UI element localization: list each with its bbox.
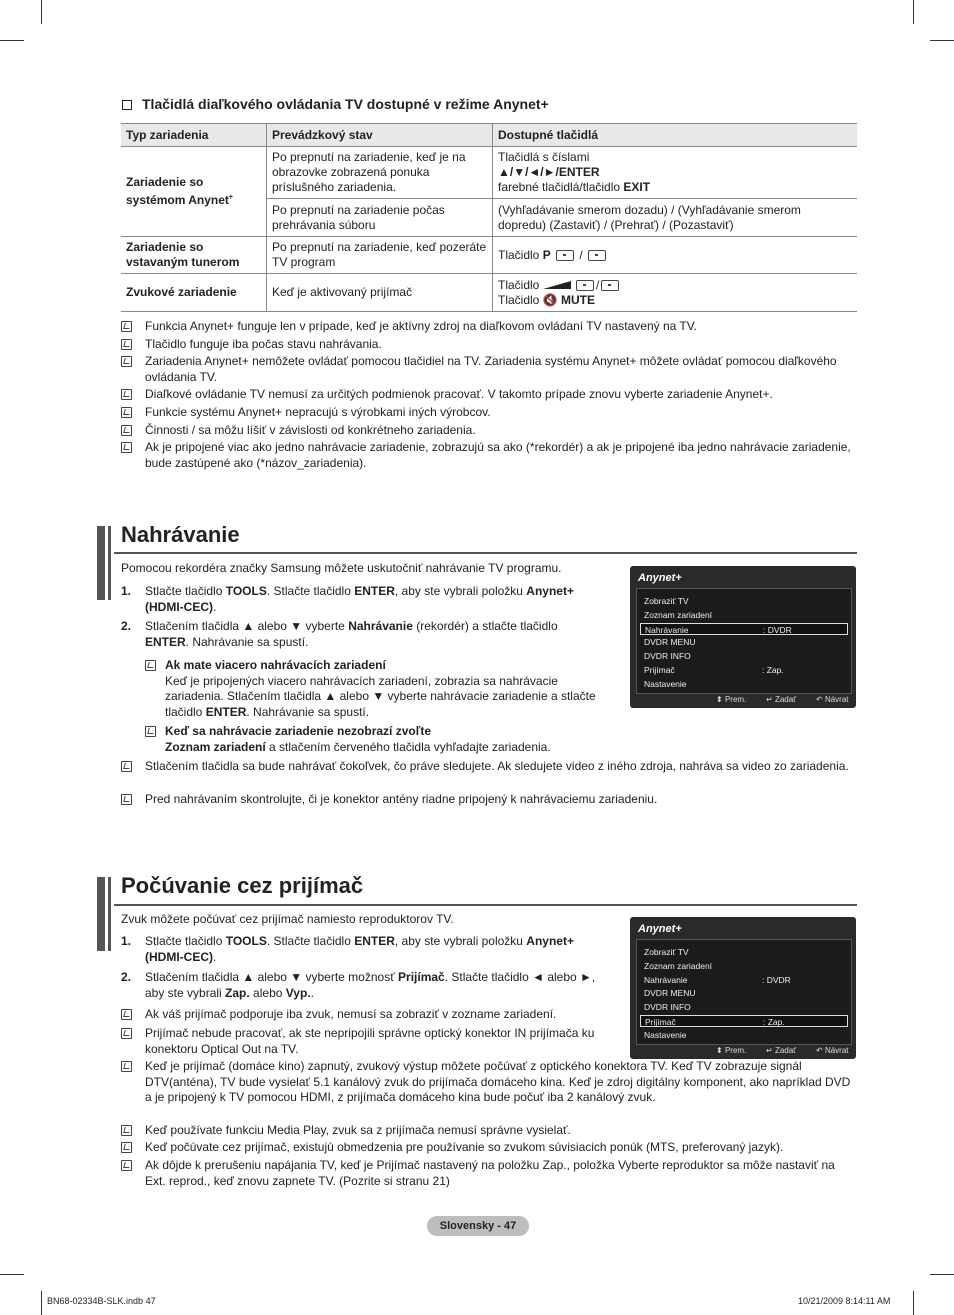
note-icon [145,660,156,671]
page-number: Slovensky - 47 [427,1216,529,1236]
note-icon [121,339,132,350]
step-text: Stlačením tlačidla ▲ alebo ▼ vyberte možnosť Prijímač. Stlačte tlačidlo ◄ alebo ►, aby ste vybrali Zap. alebo Vyp.. [145,970,596,1000]
section-title: Počúvanie cez prijímač [121,873,364,898]
note-icon [121,321,132,332]
step-number: 2. [121,619,132,633]
state-cell: Po prepnutí na zariadenie, keď je na obrazovke zobrazená ponuka príslušného zariadenia. [267,147,493,199]
note-icon [121,389,132,400]
foot-enter: ↵ Zadať [766,1046,797,1055]
print-date: 10/21/2009 8:14:11 AM [798,1296,891,1306]
note: Funkcia Anynet+ funguje len v prípade, keď je aktívny zdroj na diaľkovom ovládaní TV nastavený na TV. [121,319,857,335]
volume-down-icon [601,280,619,291]
state-cell: Keď je aktivovaný prijímač [267,274,493,312]
menu-item[interactable]: Zoznam zariadení [644,961,713,971]
note: Diaľkové ovládanie TV nemusí za určitých podmienok pracovať. V takomto prípade znovu vyberte zariadenie Anynet+. [121,387,857,403]
note-icon [121,407,132,418]
buttons-cell: Tlačidlá s číslami ▲/▼/◄/►/ENTER farebné tlačidlá/tlačidlo EXIT [493,147,858,199]
table-header-row [121,124,857,147]
state-cell: Po prepnutí na zariadenie počas prehrávania súboru [267,199,493,237]
buttons-cell: Tlačidlo / Tlačidlo 🔇 MUTE [493,274,858,312]
note-icon [121,425,132,436]
section-rule [114,552,857,554]
section-bar [97,526,105,600]
anynet-logo: Anynet+ [638,572,682,584]
section-bar [108,526,111,600]
note: Pred nahrávaním skontrolujte, či je konektor antény riadne pripojený k nahrávaciemu zariadeniu. [121,792,857,808]
volume-icon [543,281,571,289]
menu-panel [636,939,852,1045]
note: Tlačidlo funguje iba počas stavu nahrávania. [121,337,857,353]
menu-item[interactable]: DVDR MENU [644,637,696,647]
intro-text: Zvuk môžete počúvať cez prijímač namiesto reproduktorov TV. [121,912,454,926]
menu-item[interactable]: Nastavenie [644,1030,687,1040]
section-header: Tlačidlá diaľkového ovládania TV dostupné v režime Anynet+ [122,96,549,112]
menu-item[interactable]: Zobraziť TV [644,947,689,957]
note: Prijímač nebude pracovať, ak ste nepripojili správne optický konektor IN prijímača ku konektoru Optical Out na TV. [121,1026,601,1057]
foot-return: ↶ Návrat [816,695,849,704]
note-icon [121,442,132,453]
state-cell: Po prepnutí na zariadenie, keď pozeráte TV program [267,237,493,274]
anynet-logo: Anynet+ [638,923,682,935]
menu-item[interactable]: DVDR MENU [644,988,696,998]
device-tuner: Zariadenie so vstavaným tunerom [121,237,267,274]
step-text: Stlačte tlačidlo TOOLS. Stlačte tlačidlo ENTER, aby ste vybrali položku Anynet+ (HDMI-CEC). [145,584,574,614]
channel-down-icon [588,250,606,261]
sub-note: Ak mate viacero nahrávacích zariadení Keď je pripojených viacero nahrávacích zariadení, zobrazia sa nahrávacie zariadenia. Stlačením tlačidla ▲ alebo ▼ vyberte nahrávacie zariadenie a stlačte tlačidlo ENTER. Nahrávanie sa spustí. [145,658,610,720]
col-device-type: Typ zariadenia [121,124,267,147]
note: Činnosti / sa môžu líšiť v závislosti od konkrétneho zariadenia. [121,423,857,439]
foot-return: ↶ Návrat [816,1046,849,1055]
table-row [121,147,857,199]
note-icon [121,1142,132,1153]
note-icon [121,1125,132,1136]
menu-item[interactable]: DVDR INFO [644,651,691,661]
menu-item[interactable]: Zobraziť TV [644,596,689,606]
mute-icon: 🔇 [542,292,558,307]
intro-text: Pomocou rekordéra značky Samsung môžete uskutočniť nahrávanie TV programu. [121,561,562,575]
section-title: Nahrávanie [121,522,240,547]
note-icon [121,1028,132,1039]
note: Keď je prijímač (domáce kino) zapnutý, zvukový výstup môžete počúvať z optického konektora TV. Keď TV zobrazuje signál DTV(anténa), TV bude vysielať 5.1 kanálový zvuk do prijímača domáceho kina. Keď je zdroj digitálny komponent, ako napríklad DVD a je pripojený k TV pomocou HDMI, z prijímača domáceho kina bude počuť iba 2 kanálový zvuk. [121,1059,857,1106]
updown-icon: ⬍ [716,1046,723,1055]
menu-item[interactable]: Prijímač : Zap. [644,665,784,675]
note: Ak je pripojené viac ako jedno nahrávacie zariadenie, zobrazujú sa ako (*rekordér) a ak je pripojené iba jedno nahrávacie zariadenie, bude zastúpené ako (*názov_zariadenia). [121,440,857,471]
return-icon: ↶ [816,695,823,704]
foot-move: ⬍ Prem. [716,695,747,704]
step-text: Stlačte tlačidlo TOOLS. Stlačte tlačidlo ENTER, aby ste vybrali položku Anynet+ (HDMI-CEC). [145,934,574,964]
buttons-cell: Tlačidlo P / [493,237,858,274]
table-row [121,274,857,312]
menu-item[interactable]: Zoznam zariadení [644,610,713,620]
device-audio: Zvukové zariadenie [121,274,267,312]
enter-icon: ↵ [766,1046,773,1055]
menu-item-selected[interactable]: Prijímač : Zap. [640,1015,848,1027]
col-buttons: Dostupné tlačidlá [493,124,858,147]
note-icon [121,794,132,805]
step-number: 1. [121,934,132,948]
buttons-cell: (Vyhľadávanie smerom dozadu) / (Vyhľadávanie smerom dopredu) (Zastaviť) / (Prehrať) / (Pozastaviť) [493,199,858,237]
step-number: 1. [121,584,132,598]
note-icon [121,356,132,367]
checkbox-icon [122,100,132,110]
menu-panel [636,588,852,694]
note-icon [121,1160,132,1171]
anynet-menu-screen [630,917,856,1059]
note: Zariadenia Anynet+ nemôžete ovládať pomocou tlačidiel na TV. Zariadenia systému Anynet+ môžete ovládať pomocou diaľkového ovládania TV. [121,354,857,385]
sub-note: Keď sa nahrávacie zariadenie nezobrazí zvoľte Zoznam zariadení a stlačením červeného tlačidla vyhľadajte zariadenia. [145,724,610,755]
note-icon [121,761,132,772]
return-icon: ↶ [816,1046,823,1055]
section-bar [97,877,105,951]
menu-item[interactable]: Nastavenie [644,679,687,689]
note: Ak dôjde k prerušeniu napájania TV, keď je Prijímač nastavený na položku Zap., položka Vyberte reproduktor sa môže nastaviť na Ext. reprod., keď znovu zapnete TV. (Pozrite si stranu 21) [121,1158,857,1189]
note: Keď používate funkciu Media Play, zvuk sa z prijímača nemusí správne vysielať. [121,1123,857,1139]
col-state: Prevádzkový stav [267,124,493,147]
note: Keď počúvate cez prijímač, existujú obmedzenia pre používanie so zvukom súvisiacich ponúk (MTS, preferovaný jazyk). [121,1140,857,1156]
note: Funkcie systému Anynet+ nepracujú s výrobkami iných výrobcov. [121,405,857,421]
note-icon [121,1009,132,1020]
note-icon [121,1061,132,1072]
remote-buttons-table [121,123,857,312]
foot-enter: ↵ Zadať [766,695,797,704]
section-rule [114,904,857,906]
volume-up-icon [576,280,594,291]
note: Ak váš prijímač podporuje iba zvuk, nemusí sa zobraziť v zozname zariadení. [121,1007,601,1023]
menu-item[interactable]: Nahrávanie : DVDR [644,975,791,985]
note-icon [145,726,156,737]
enter-icon: ↵ [766,695,773,704]
anynet-menu-screen [630,566,856,708]
note: Stlačením tlačidla sa bude nahrávať čokoľvek, čo práve sledujete. Ak sledujete video z iného zdroja, nahráva sa video zo zariadenia. [121,759,857,775]
updown-icon: ⬍ [716,695,723,704]
foot-move: ⬍ Prem. [716,1046,747,1055]
step-text: Stlačením tlačidla ▲ alebo ▼ vyberte Nahrávanie (rekordér) a stlačte tlačidlo ENTER. Nahrávanie sa spustí. [145,619,558,649]
channel-up-icon [556,250,574,261]
menu-item-selected[interactable]: Nahrávanie : DVDR [640,623,848,635]
table-row [121,237,857,274]
menu-item[interactable]: DVDR INFO [644,1002,691,1012]
device-anynet: Zariadenie so systémom Anynet+ [121,147,267,237]
section-bar [108,877,111,951]
step-number: 2. [121,970,132,984]
file-name: BN68-02334B-SLK.indb 47 [47,1296,156,1306]
